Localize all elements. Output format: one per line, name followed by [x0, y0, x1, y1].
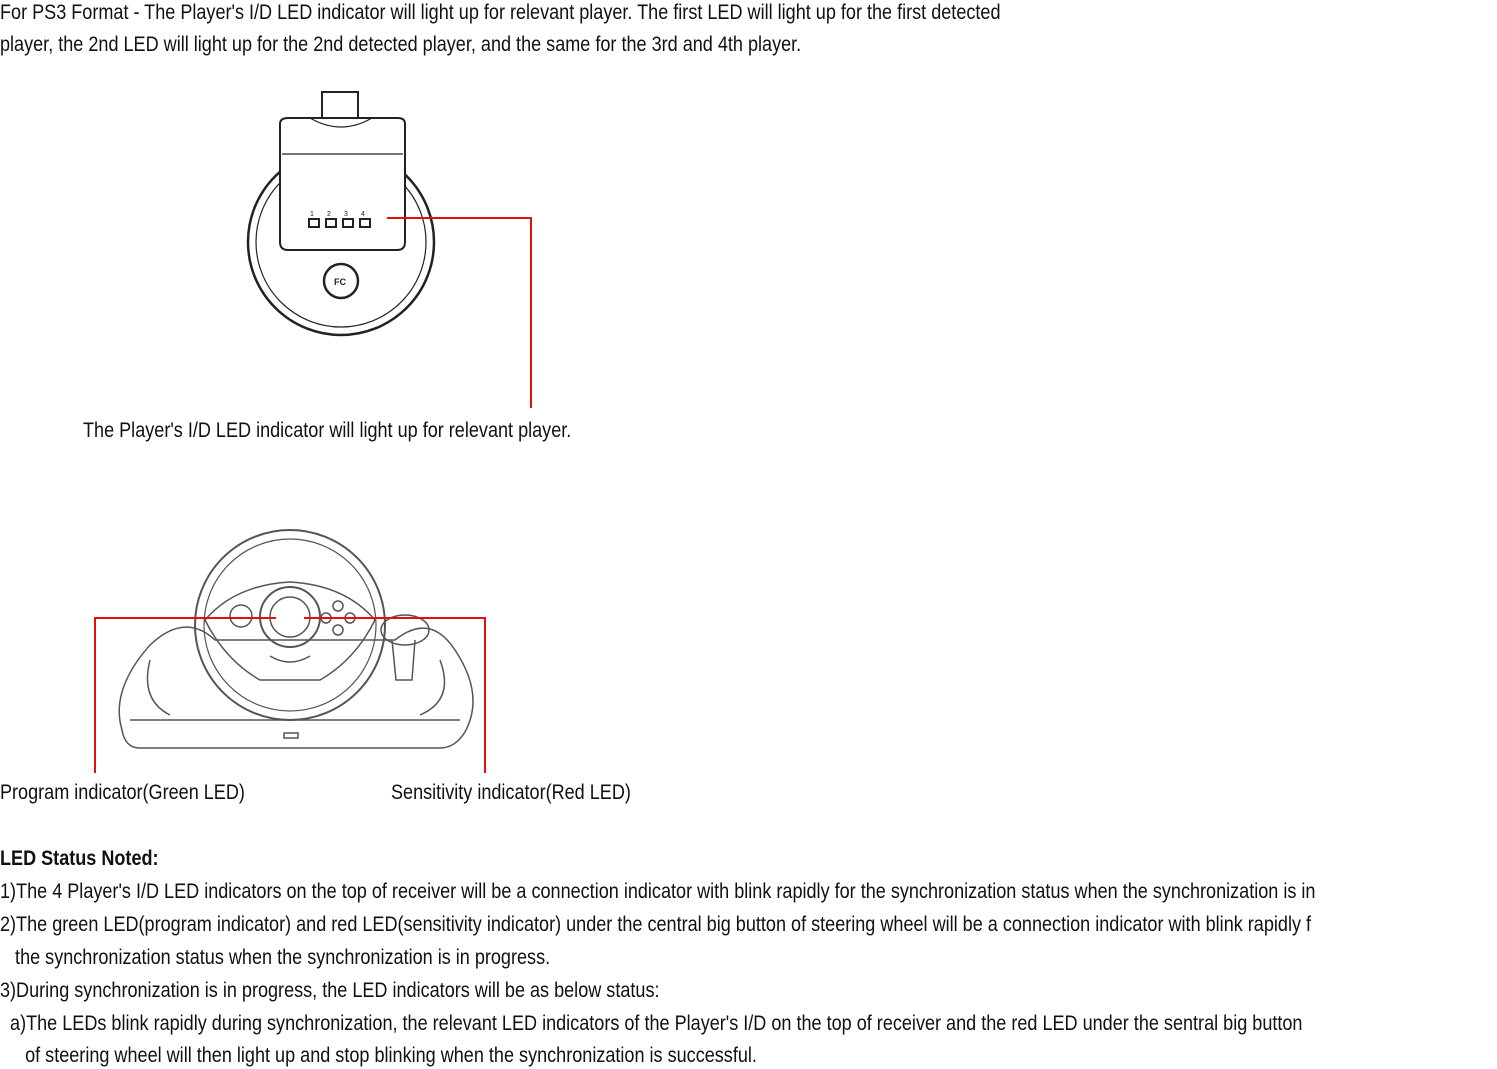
program-indicator-caption: Program indicator(Green LED) — [0, 781, 245, 804]
led-number-4: 4 — [361, 211, 365, 218]
wheel-base — [119, 627, 473, 748]
gear-shifter-stem — [392, 640, 415, 680]
steering-wheel-illustration — [119, 530, 473, 748]
wheel-rim-inner — [204, 539, 376, 711]
note-line-2: 2)The green LED(program indicator) and red LED(sensitivity indicator) under the central big button of steering wheel will be a connection indicator with blink rapidly f — [0, 913, 1312, 936]
led-number-1: 1 — [310, 211, 314, 218]
wheel-lower-spoke — [270, 656, 310, 662]
gear-shifter — [381, 615, 429, 645]
led-number-3: 3 — [344, 211, 348, 218]
sensitivity-indicator-caption: Sensitivity indicator(Red LED) — [391, 781, 631, 804]
receiver-illustration — [248, 92, 434, 335]
note-line-4: 3)During synchronization is in progress, the LED indicators will be as below status: — [0, 979, 660, 1002]
wheel-rim — [195, 530, 385, 720]
intro-line-1: For PS3 Format - The Player's I/D LED indicator will light up for relevant player. The first LED will light up for the first detected — [0, 1, 1001, 24]
fc-button-label: FC — [334, 277, 346, 287]
wheel-base-right-curve — [420, 660, 445, 715]
receiver-body — [280, 118, 405, 250]
wheel-base-slot — [284, 733, 298, 738]
receiver-caption: The Player's I/D LED indicator will light up for relevant player. — [83, 419, 572, 442]
notes-heading: LED Status Noted: — [0, 847, 159, 870]
wheel-base-left-curve — [148, 660, 171, 715]
wheel-button-bottom — [333, 625, 343, 635]
program-indicator-callout-line — [95, 618, 276, 773]
wheel-button-top — [333, 601, 343, 611]
note-line-5: a)The LEDs blink rapidly during synchronization, the relevant LED indicators of the Player's I/D on the top of receiver and the red LED under the sentral big button — [0, 1012, 1303, 1035]
sensitivity-indicator-callout-line — [304, 618, 485, 773]
note-line-3: the synchronization status when the synchronization is in progress. — [0, 946, 551, 969]
note-line-1: 1)The 4 Player's I/D LED indicators on the top of receiver will be a connection indicator with blink rapidly for the synchronization status when the synchronization is in — [0, 880, 1316, 903]
player-led-callout-line — [387, 218, 531, 408]
led-number-2: 2 — [327, 211, 331, 218]
wheel-dpad — [230, 605, 252, 627]
note-line-6: of steering wheel will then light up and stop blinking when the synchronization is successful. — [0, 1044, 757, 1067]
intro-line-2: player, the 2nd LED will light up for the 2nd detected player, and the same for the 3rd and 4th player. — [0, 33, 802, 56]
